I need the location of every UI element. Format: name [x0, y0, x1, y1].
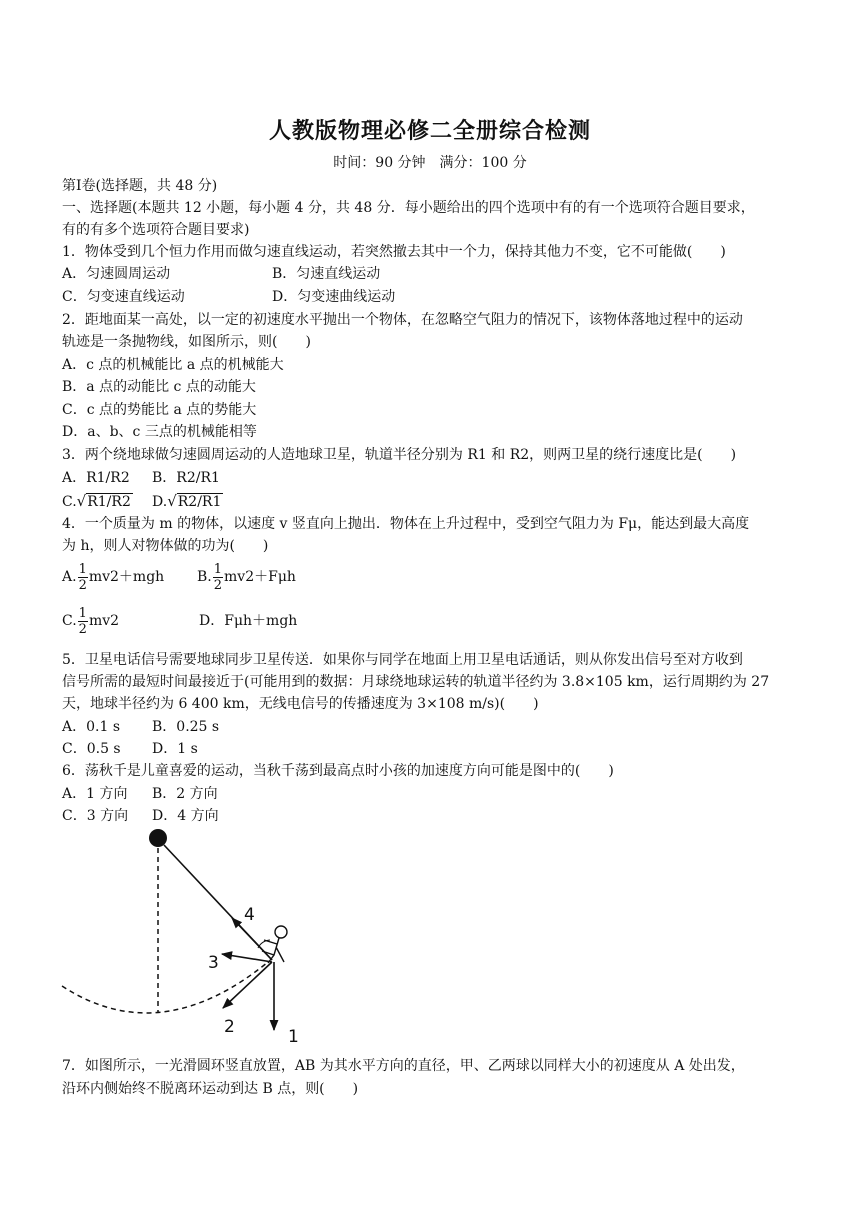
q4-option-c: C. $\frac{1}{2}$ mv2: [62, 605, 120, 637]
q4-stem-line1: 4．一个质量为 m 的物体，以速度 v 竖直向上抛出．物体在上升过程中，受到空气阻力为 Fμ，能达到最大高度: [62, 516, 750, 532]
arrow-direction-3: [222, 954, 272, 962]
q1-option-a: A．匀速圆周运动: [62, 266, 171, 282]
q6-option-c: C．3 方向: [62, 808, 129, 824]
child-figure: [258, 926, 287, 963]
q4-option-d: D．Fμh＋mgh: [199, 613, 298, 629]
q5-option-b: B．0.25 s: [152, 719, 220, 735]
q7-stem-line1: 7．如图所示，一光滑圆环竖直放置，AB 为其水平方向的直径，甲、乙两球以同样大小的初速度从 A 处出发，: [62, 1058, 745, 1074]
q5-option-c: C．0.5 s: [62, 741, 121, 757]
q3-option-c: C.√R1/R2: [62, 492, 131, 510]
q3-option-d: D.√R2/R1: [152, 492, 222, 510]
q4-option-a: A. $\frac{1}{2}$ mv2＋mgh: [62, 561, 165, 593]
one-half-fraction: $\frac{1}{2}$: [78, 561, 87, 593]
one-half-fraction: $\frac{1}{2}$: [78, 605, 87, 637]
page-title: 人教版物理必修二全册综合检测: [268, 119, 591, 144]
q3-stem: 3．两个绕地球做匀速圆周运动的人造地球卫星，轨道半径分别为 R1 和 R2，则两卫星的绕行速度比是( ): [62, 447, 737, 463]
exam-time-info: 时间：90 分钟 满分：100 分: [333, 155, 527, 171]
q2-stem-line1: 2．距地面某一高处，以一定的初速度水平抛出一个物体，在忽略空气阻力的情况下，该物体落地过程中的运动: [62, 312, 743, 328]
q3-option-d-radicand: R2/R1: [177, 494, 222, 510]
q5-option-d: D．1 s: [152, 741, 198, 757]
q7-stem-line2: 沿环内侧始终不脱离环运动到达 B 点，则( ): [62, 1081, 359, 1097]
q2-option-d: D．a、b、c 三点的机械能相等: [62, 424, 257, 440]
q5-option-a: A．0.1 s: [62, 719, 121, 735]
q1-stem: 1．物体受到几个恒力作用而做匀速直线运动，若突然撤去其中一个力，保持其他力不变，它不可能做( ): [62, 244, 726, 260]
label-direction-2: 2: [224, 1017, 235, 1037]
q4-stem-line2: 为 h，则人对物体做的功为( ): [62, 538, 269, 554]
q1-option-c: C．匀变速直线运动: [62, 289, 185, 305]
q6-option-b: B．2 方向: [152, 786, 218, 802]
q2-option-b: B．a 点的动能比 c 点的动能大: [62, 379, 256, 395]
one-half-fraction: $\frac{1}{2}$: [213, 561, 223, 593]
q5-stem-line2: 信号所需的最短时间最接近于(可能用到的数据：月球绕地球运转的轨道半径约为 3.8×105 km，运行周期约为 27: [62, 674, 770, 690]
q6-option-d: D．4 方向: [152, 808, 219, 824]
label-direction-1: 1: [288, 1027, 299, 1047]
section-instructions-line1: 一、选择题(本题共 12 小题，每小题 4 分，共 48 分．每小题给出的四个选项中有的有一个选项符合题目要求，: [62, 200, 755, 216]
pivot-point: [149, 829, 167, 847]
q2-stem-line2: 轨迹是一条抛物线，如图所示，则( ): [62, 334, 311, 350]
q6-option-a: A．1 方向: [62, 786, 128, 802]
swing-diagram: [56, 826, 316, 1052]
arrow-direction-2: [223, 962, 272, 1008]
q3-option-c-radicand: R1/R2: [87, 494, 131, 510]
q6-stem: 6．荡秋千是儿童喜爱的运动，当秋千荡到最高点时小孩的加速度方向可能是图中的( ): [62, 763, 614, 779]
q4-option-b: B. $\frac{1}{2}$ mv2＋Fμh: [197, 561, 296, 593]
q2-option-c: C．c 点的势能比 a 点的势能大: [62, 402, 257, 418]
label-direction-3: 3: [208, 953, 219, 973]
q5-stem-line1: 5．卫星电话信号需要地球同步卫星传送．如果你与同学在地面上用卫星电话通话，则从你发出信号至对方收到: [62, 652, 743, 668]
swing-arc-dashed: [62, 962, 268, 1013]
q2-option-a: A．c 点的机械能比 a 点的机械能大: [62, 357, 284, 373]
q3-option-a: A．R1/R2: [62, 470, 130, 486]
q1-option-d: D．匀变速曲线运动: [272, 289, 396, 305]
q1-option-b: B．匀速直线运动: [272, 266, 381, 282]
section-label: 第Ⅰ卷(选择题，共 48 分): [62, 178, 218, 194]
label-direction-4: 4: [244, 905, 255, 925]
q3-option-b: B．R2/R1: [152, 470, 220, 486]
q5-stem-line3: 天，地球半径约为 6 400 km，无线电信号的传播速度为 3×108 m/s)( ): [62, 696, 539, 712]
section-instructions-line2: 有的有多个选项符合题目要求): [62, 222, 250, 238]
